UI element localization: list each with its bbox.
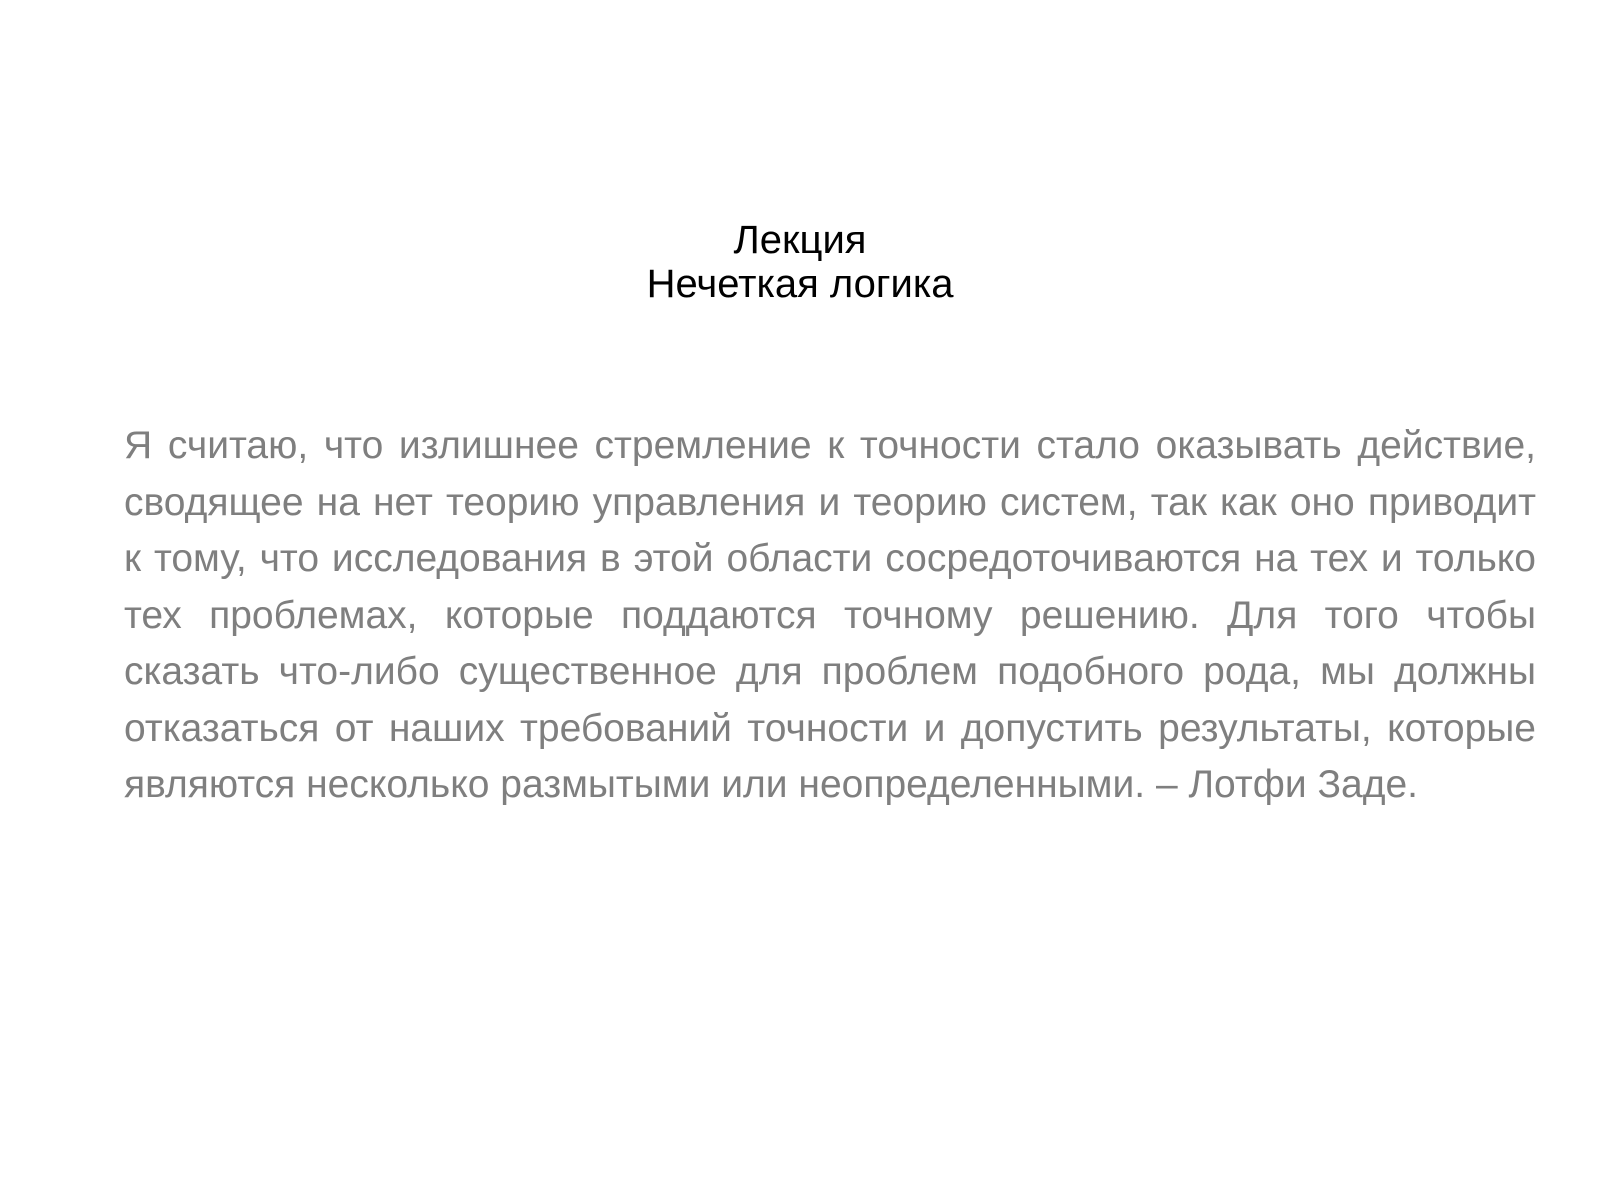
slide-title <box>0 218 1600 306</box>
title-line-lecture: Лекция <box>733 218 867 262</box>
title-line-topic: Нечеткая логика <box>646 262 954 306</box>
quote-text: Я считаю, что излишнее стремление к точности стало оказывать действие, сводящее на нет теорию управления и теорию систем, так как оно приводит к тому, что исследования в этой области сосредоточиваются на тех и только тех проблемах, которые поддаются точному решению. Для того чтобы сказать что-либо существенное для проблем подобного рода, мы должны отказаться от наших требований точности и допустить результаты, которые являются несколько размытыми или неопределенными. – Лотфи Заде. <box>124 424 1536 806</box>
